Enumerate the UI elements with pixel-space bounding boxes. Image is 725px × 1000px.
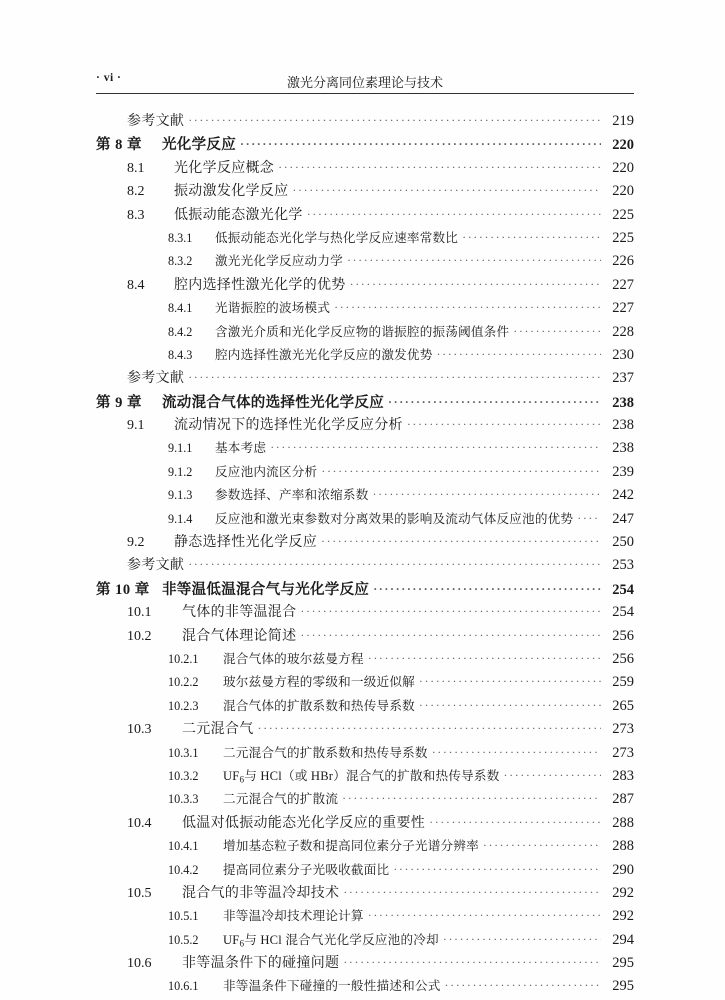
toc-entry[interactable] bbox=[96, 227, 634, 250]
toc-leader-dots bbox=[483, 838, 601, 853]
toc-entry-title: 流动混合气体的选择性光化学反应 bbox=[162, 394, 384, 411]
toc-entry[interactable] bbox=[96, 157, 634, 180]
toc-leader-dots bbox=[300, 604, 601, 619]
toc-entry[interactable] bbox=[96, 437, 634, 460]
running-head bbox=[96, 72, 634, 96]
toc-entry-page-number: 256 bbox=[612, 627, 634, 644]
toc-entry-title: 混合气的非等温冷却技术 bbox=[182, 885, 340, 901]
toc-leader-dots bbox=[513, 324, 601, 339]
toc-entry-number: 10.4.1 bbox=[168, 839, 199, 854]
toc-entry-page-number: 254 bbox=[612, 581, 634, 598]
toc-entry-number: 10.2 bbox=[127, 628, 152, 644]
toc-leader-dots bbox=[321, 464, 601, 479]
toc-entry-title: 参考文献 bbox=[127, 371, 185, 387]
toc-entry[interactable] bbox=[96, 180, 634, 203]
toc-leader-dots bbox=[373, 582, 601, 597]
toc-entry-title: 玻尔兹曼方程的零级和一级近似解 bbox=[223, 675, 415, 690]
toc-entry[interactable] bbox=[96, 812, 634, 835]
toc-entry-page-number: 247 bbox=[612, 510, 634, 527]
toc-entry-page-number: 290 bbox=[612, 861, 634, 878]
toc-entry-page-number: 288 bbox=[612, 814, 634, 831]
toc-entry[interactable] bbox=[96, 531, 634, 554]
toc-entry-number: 9.1 bbox=[127, 418, 145, 434]
toc-entry[interactable] bbox=[96, 133, 634, 156]
toc-entry-title: 腔内选择性激光光化学反应的激发优势 bbox=[215, 347, 433, 362]
toc-entry-title: 光化学反应 bbox=[162, 137, 236, 154]
toc-entry-page-number: 292 bbox=[612, 884, 634, 901]
toc-entry-page-number: 288 bbox=[612, 838, 634, 855]
toc-entry-number: 10.2.3 bbox=[168, 698, 199, 713]
toc-entry-title: 反应池和激光束参数对分离效果的影响及流动气体反应池的优势 bbox=[215, 511, 574, 526]
toc-entry-page-number: 259 bbox=[612, 674, 634, 691]
toc-entry-title: 参考文献 bbox=[127, 558, 185, 574]
toc-leader-dots bbox=[278, 160, 601, 175]
toc-entry[interactable] bbox=[96, 367, 634, 390]
toc-entry[interactable] bbox=[96, 835, 634, 858]
toc-entry-number: 8.1 bbox=[127, 160, 145, 176]
toc-entry-number: 8.4.3 bbox=[168, 347, 193, 362]
toc-entry-number: 10.3.3 bbox=[168, 792, 199, 807]
toc-leader-dots bbox=[407, 417, 601, 432]
page-folio: · vi · bbox=[96, 72, 122, 84]
toc-entry-title: 混合气体的扩散系数和热传导系数 bbox=[223, 698, 415, 713]
toc-entry-page-number: 242 bbox=[612, 487, 634, 504]
toc-entry-number: 8.3 bbox=[127, 207, 145, 223]
toc-entry-number: 第 10 章 bbox=[96, 581, 150, 598]
toc-entry-number: 8.4 bbox=[127, 277, 145, 293]
toc-entry-number: 第 9 章 bbox=[96, 394, 142, 411]
toc-leader-dots bbox=[350, 277, 601, 292]
toc-leader-dots bbox=[343, 955, 601, 970]
toc-entry-title: 静态选择性光化学反应 bbox=[174, 535, 317, 551]
toc-entry-page-number: 238 bbox=[612, 417, 634, 434]
toc-entry-title: 二元混合气 bbox=[182, 722, 254, 738]
toc-entry-title: 光谐振腔的波场模式 bbox=[215, 301, 331, 316]
toc-entry-page-number: 273 bbox=[612, 744, 634, 761]
toc-entry-page-number: 238 bbox=[612, 440, 634, 457]
toc-entry[interactable] bbox=[96, 250, 634, 273]
running-title: 激光分离同位素理论与技术 bbox=[286, 75, 443, 90]
toc-entry[interactable] bbox=[96, 882, 634, 905]
toc-entry-number: 10.6 bbox=[127, 956, 152, 972]
toc-entry[interactable] bbox=[96, 204, 634, 227]
toc-entry[interactable] bbox=[96, 929, 634, 952]
toc-entry-number: 10.4 bbox=[127, 815, 152, 831]
toc-entry-title: 参考文献 bbox=[127, 114, 185, 129]
toc-entry[interactable] bbox=[96, 625, 634, 648]
toc-entry[interactable] bbox=[96, 414, 634, 437]
toc-leader-dots bbox=[432, 745, 601, 760]
toc-entry-title: 振动激发化学反应 bbox=[174, 184, 289, 200]
toc-leader-dots bbox=[188, 370, 601, 385]
toc-leader-dots bbox=[343, 885, 601, 900]
toc-entry-page-number: 220 bbox=[612, 159, 634, 176]
toc-entry[interactable] bbox=[96, 859, 634, 882]
toc-leader-dots bbox=[462, 230, 601, 245]
toc-leader-dots bbox=[270, 440, 601, 455]
toc-entry-number: 第 8 章 bbox=[96, 137, 142, 154]
toc-entry-page-number: 295 bbox=[612, 978, 634, 995]
toc-entry[interactable] bbox=[96, 648, 634, 671]
toc-entry[interactable] bbox=[96, 671, 634, 694]
toc-entry-page-number: 230 bbox=[612, 346, 634, 363]
toc-entry-number: 8.4.2 bbox=[168, 324, 193, 339]
toc-entry-number: 10.1 bbox=[127, 605, 152, 621]
toc-entry-title: 非等温条件下的碰撞问题 bbox=[182, 956, 340, 972]
toc-entry-title: 混合气体理论简述 bbox=[182, 628, 297, 644]
toc-leader-dots bbox=[437, 347, 602, 362]
toc-entry-page-number: 287 bbox=[612, 791, 634, 808]
toc-leader-dots bbox=[445, 978, 602, 993]
toc-entry[interactable] bbox=[96, 297, 634, 320]
toc-entry-title: 低振动能态光化学与热化学反应速率常数比 bbox=[215, 230, 459, 245]
toc-entry-title: 增加基态粒子数和提高同位素分子光谱分辨率 bbox=[223, 839, 479, 854]
toc-entry-page-number: 295 bbox=[612, 955, 634, 972]
toc-entry[interactable] bbox=[96, 718, 634, 741]
toc-entry[interactable] bbox=[96, 578, 634, 601]
toc-entry-title: 二元混合气的扩散系数和热传导系数 bbox=[223, 745, 428, 760]
toc-entry[interactable] bbox=[96, 391, 634, 414]
toc-entry-title: 基本考虑 bbox=[215, 441, 267, 456]
toc-entry-page-number: 220 bbox=[612, 137, 634, 154]
toc-leader-dots bbox=[188, 557, 601, 572]
toc-entry-title: 提高同位素分子光吸收截面比 bbox=[223, 862, 390, 877]
toc-entry-page-number: 254 bbox=[612, 604, 634, 621]
toc-entry-number: 8.4.1 bbox=[168, 301, 193, 316]
toc-entry-number: 8.3.1 bbox=[168, 230, 193, 245]
toc-leader-dots bbox=[504, 768, 601, 783]
toc-leader-dots bbox=[292, 183, 601, 198]
toc-entry-page-number: 228 bbox=[612, 323, 634, 340]
toc-entry[interactable] bbox=[96, 484, 634, 507]
toc-entry-number: 10.3.1 bbox=[168, 745, 199, 760]
toc-entry-page-number: 227 bbox=[612, 300, 634, 317]
toc-leader-dots bbox=[373, 487, 601, 502]
toc-leader-dots bbox=[419, 674, 601, 689]
toc-entry-page-number: 273 bbox=[612, 721, 634, 738]
toc-entry-title: 流动情况下的选择性光化学反应分析 bbox=[174, 418, 403, 434]
toc-entry-title: 反应池内流区分析 bbox=[215, 464, 318, 479]
toc-entry-number: 8.3.2 bbox=[168, 254, 193, 269]
toc-entry-page-number: 220 bbox=[612, 183, 634, 200]
toc-entry-title: 混合气体的玻尔兹曼方程 bbox=[223, 651, 364, 666]
toc-entry-title: 气体的非等温混合 bbox=[182, 605, 297, 621]
toc-entry[interactable] bbox=[96, 905, 634, 928]
toc-leader-dots bbox=[321, 534, 601, 549]
toc-entry-number: 9.1.3 bbox=[168, 488, 193, 503]
toc-entry[interactable] bbox=[96, 110, 634, 133]
toc-entry[interactable] bbox=[96, 742, 634, 765]
toc-entry-title: 低温对低振动能态光化学反应的重要性 bbox=[182, 815, 426, 831]
toc-entry-number: 10.5.1 bbox=[168, 909, 199, 924]
toc-leader-dots bbox=[368, 908, 601, 923]
toc-entry-page-number: 226 bbox=[612, 253, 634, 270]
toc-entry-title: 非等温低温混合气与光化学反应 bbox=[162, 581, 370, 598]
toc-entry[interactable] bbox=[96, 695, 634, 718]
toc-entry[interactable] bbox=[96, 975, 634, 998]
toc-leader-dots bbox=[419, 698, 601, 713]
toc-entry-page-number: 292 bbox=[612, 908, 634, 925]
toc-entry-page-number: 225 bbox=[612, 229, 634, 246]
toc-entry-number: 9.1.4 bbox=[168, 511, 193, 526]
toc-entry-number: 9.1.2 bbox=[168, 464, 193, 479]
toc-leader-dots bbox=[240, 137, 601, 152]
toc-entry-number: 10.5 bbox=[127, 885, 152, 901]
toc-leader-dots bbox=[334, 300, 601, 315]
toc-leader-dots bbox=[577, 511, 601, 526]
toc-entry-page-number: 283 bbox=[612, 767, 634, 784]
toc-entry-number: 10.2.1 bbox=[168, 651, 199, 666]
toc-entry[interactable] bbox=[96, 554, 634, 577]
toc-entry-title: $UF_6$与 HCl（或 HBr）混合气的扩散和热传导系数 bbox=[223, 768, 500, 785]
toc-leader-dots bbox=[429, 815, 601, 830]
toc-entry-number: 10.5.2 bbox=[168, 932, 199, 947]
toc-leader-dots bbox=[443, 932, 601, 947]
toc-leader-dots bbox=[300, 628, 601, 643]
toc-entry[interactable] bbox=[96, 765, 634, 788]
table-of-contents bbox=[96, 110, 634, 999]
toc-leader-dots bbox=[393, 862, 601, 877]
toc-entry-page-number: 256 bbox=[612, 650, 634, 667]
toc-entry[interactable] bbox=[96, 321, 634, 344]
toc-leader-dots bbox=[342, 791, 601, 806]
toc-leader-dots bbox=[307, 207, 601, 222]
toc-entry-number: 10.6.1 bbox=[168, 979, 199, 994]
toc-entry-title: 低振动能态激光化学 bbox=[174, 207, 303, 223]
toc-entry-number: 10.4.2 bbox=[168, 862, 199, 877]
toc-entry[interactable] bbox=[96, 788, 634, 811]
header-rule bbox=[96, 93, 634, 94]
toc-entry-page-number: 219 bbox=[612, 113, 634, 129]
toc-entry-number: 10.3 bbox=[127, 722, 152, 738]
toc-entry-title: $UF_6$与 HCl 混合气光化学反应池的冷却 bbox=[223, 932, 439, 948]
toc-entry-number: 8.2 bbox=[127, 184, 145, 200]
toc-entry[interactable] bbox=[96, 601, 634, 624]
toc-entry-page-number: 253 bbox=[612, 557, 634, 574]
toc-entry-number: 9.1.1 bbox=[168, 441, 193, 456]
toc-entry-page-number: 225 bbox=[612, 206, 634, 223]
toc-entry-title: 光化学反应概念 bbox=[174, 160, 275, 176]
toc-leader-dots bbox=[388, 395, 601, 410]
toc-entry-page-number: 294 bbox=[612, 931, 634, 948]
toc-entry-title: 激光光化学反应动力学 bbox=[215, 254, 343, 269]
toc-entry-title: 非等温冷却技术理论计算 bbox=[223, 909, 364, 924]
toc-entry-title: 含激光介质和光化学反应物的谐振腔的振荡阈值条件 bbox=[215, 324, 510, 339]
toc-entry-number: 9.2 bbox=[127, 535, 145, 551]
toc-leader-dots bbox=[258, 721, 602, 736]
toc-entry-number: 10.2.2 bbox=[168, 675, 199, 690]
toc-entry-title: 腔内选择性激光化学的优势 bbox=[174, 277, 346, 293]
toc-entry-page-number: 239 bbox=[612, 463, 634, 480]
toc-entry-title: 非等温条件下碰撞的一般性描述和公式 bbox=[223, 979, 441, 994]
toc-entry-number: 10.3.2 bbox=[168, 768, 199, 783]
toc-entry-page-number: 237 bbox=[612, 370, 634, 387]
toc-entry-page-number: 265 bbox=[612, 697, 634, 714]
toc-entry-page-number: 250 bbox=[612, 534, 634, 551]
toc-leader-dots bbox=[188, 113, 601, 128]
toc-entry-title: 参数选择、产率和浓缩系数 bbox=[215, 488, 369, 503]
toc-entry[interactable] bbox=[96, 508, 634, 531]
toc-entry-page-number: 227 bbox=[612, 276, 634, 293]
toc-entry[interactable] bbox=[96, 274, 634, 297]
toc-entry[interactable] bbox=[96, 461, 634, 484]
toc-leader-dots bbox=[347, 253, 601, 268]
toc-entry-title: 二元混合气的扩散流 bbox=[223, 792, 339, 807]
toc-entry[interactable] bbox=[96, 952, 634, 975]
toc-entry-page-number: 238 bbox=[612, 394, 634, 411]
toc-entry[interactable] bbox=[96, 344, 634, 367]
toc-leader-dots bbox=[368, 651, 601, 666]
